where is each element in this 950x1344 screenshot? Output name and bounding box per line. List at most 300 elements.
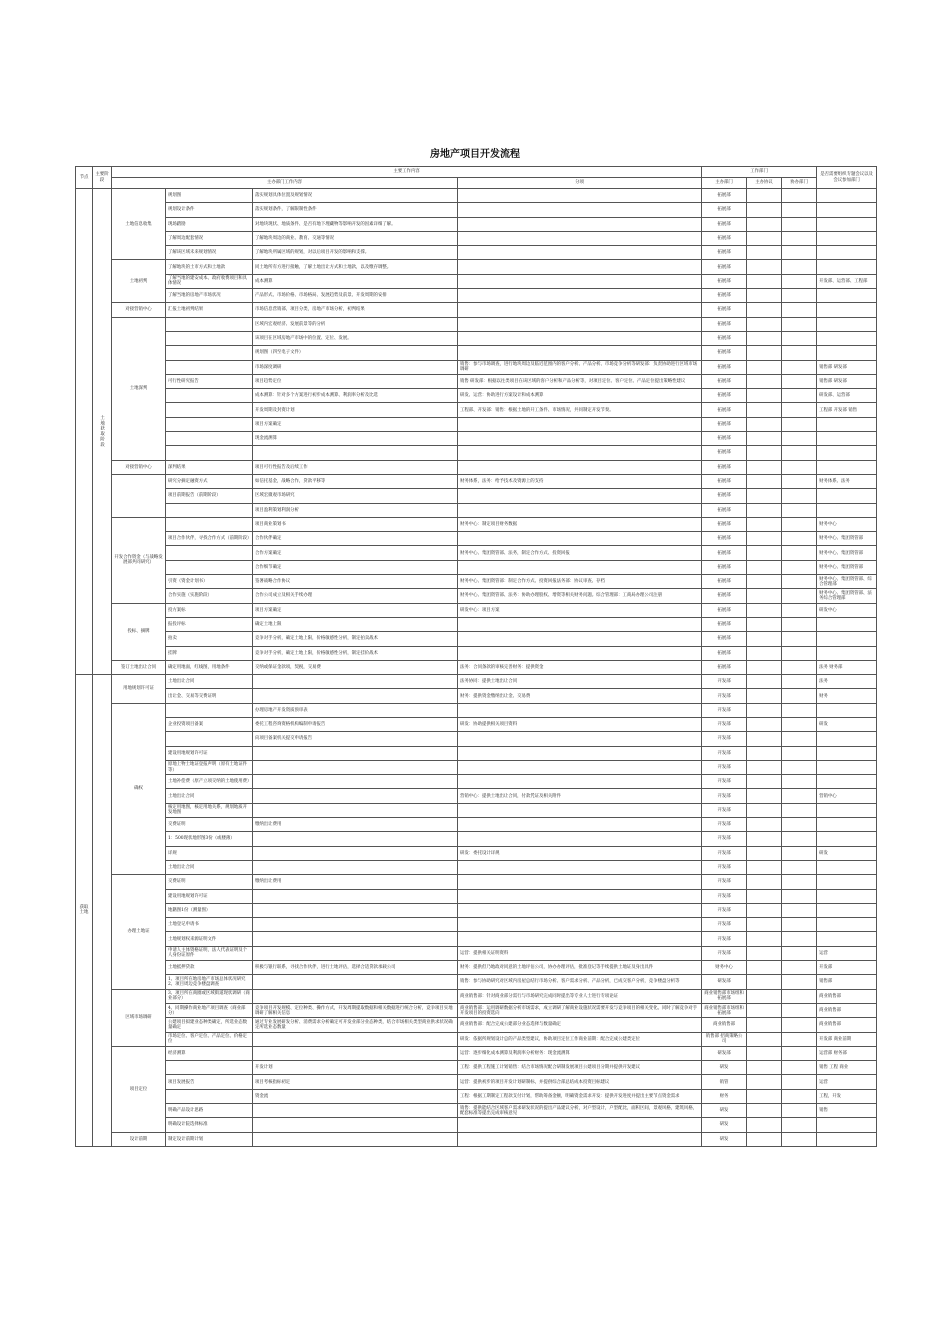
detail-cell: 了解地块周边的商业、教育、交通等情况: [253, 231, 458, 245]
dept-assist1-cell: [747, 289, 782, 303]
dept-assist2-cell: [782, 417, 817, 431]
dept-assist1-cell: [747, 517, 782, 531]
dept-main-cell: 拓展部: [702, 603, 747, 617]
detail-cell: 缴纳出让费用: [253, 875, 458, 889]
split-cell: [458, 417, 702, 431]
dept-main-cell: 拓展部: [702, 632, 747, 646]
dept-assist1-cell: [747, 775, 782, 789]
table-row: [76, 732, 877, 746]
detail-cell: 项目可行性报告及后续工作: [253, 460, 458, 474]
split-cell: [458, 632, 702, 646]
table-row: [76, 246, 877, 260]
dept-main-cell: 商业销售部市场组和拓展部: [702, 989, 747, 1003]
table-row: [76, 803, 877, 817]
split-cell: [458, 760, 702, 774]
table-row: [76, 474, 877, 488]
item-cell: 明确产品设计思路: [166, 1104, 253, 1118]
dept-assist1-cell: [747, 203, 782, 217]
dept-assist2-cell: [782, 989, 817, 1003]
dept-assist2-cell: [782, 274, 817, 288]
dept-main-cell: 商业销售部: [702, 1018, 747, 1032]
dept-assist1-cell: [747, 360, 782, 374]
item-cell: [166, 446, 253, 460]
item-cell: 4、同期操作商业地产项目调查（商业部分）: [166, 1003, 253, 1017]
dept-assist2-cell: [782, 903, 817, 917]
table-row: [76, 389, 877, 403]
item-cell: [166, 503, 253, 517]
detail-cell: 现金流测算: [253, 432, 458, 446]
header-dept-main: 主办部门: [702, 178, 747, 189]
split-cell: 运营：提供初步的项目开发计划研制标，并提供综合部总结成本投资目标建议: [458, 1075, 702, 1089]
meeting-cell: [817, 732, 877, 746]
stage-cell: [93, 675, 112, 1147]
table-row: [76, 961, 877, 975]
dept-assist2-cell: [782, 317, 817, 331]
split-cell: [458, 803, 702, 817]
dept-assist2-cell: [782, 360, 817, 374]
dept-main-cell: 拓展部: [702, 517, 747, 531]
dept-main-cell: 拓展部: [702, 432, 747, 446]
dept-assist1-cell: [747, 231, 782, 245]
item-cell: 土地登记申请书: [166, 918, 253, 932]
dept-assist1-cell: [747, 417, 782, 431]
table-row: [76, 875, 877, 889]
dept-assist2-cell: [782, 1118, 817, 1132]
split-cell: [458, 331, 702, 345]
split-cell: 商业销售部：配合完成公建部分业态选择与数量确定: [458, 1018, 702, 1032]
detail-cell: 开发周期及封资计划: [253, 403, 458, 417]
item-cell: [166, 331, 253, 345]
meeting-cell: [817, 703, 877, 717]
split-cell: 财务：提供资金缴纳出让金、交易费: [458, 689, 702, 703]
table-row: [76, 231, 877, 245]
dept-assist2-cell: [782, 231, 817, 245]
group-label: 用地规划许可证: [112, 675, 166, 704]
item-cell: 确定用地面，红线图，用地条件: [166, 660, 253, 674]
meeting-cell: [817, 203, 877, 217]
split-cell: 商业销售部：针对商业部分需行与市场研究完成同时提出等专业人士进行专项论证: [458, 989, 702, 1003]
table-row: [76, 403, 877, 417]
table-row: [76, 1061, 877, 1075]
table-row: [76, 846, 877, 860]
item-cell: 企业投资项目备案: [166, 717, 253, 731]
detail-cell: 该项目在区域房地产市场中的位置、定位、发展。: [253, 331, 458, 345]
item-cell: 了解地块的土市方式和土地款: [166, 260, 253, 274]
split-cell: 运营：提供相关证明资料: [458, 946, 702, 960]
detail-cell: [253, 832, 458, 846]
table-row: [76, 1003, 877, 1017]
table-row: [76, 703, 877, 717]
split-cell: 商业销售部：运用调研数据分析市场需求，成立调研了解商业设施状况需要开发与竞争项目的相关变化。同时了解竞争对手开发项目的投资选向: [458, 1003, 702, 1017]
detail-cell: 通过专业发展研发分析、消费需求分析确定可开发业部分业态种类，结合市场相关类型商业供求状况确定所选业态数量: [253, 1018, 458, 1032]
dept-main-cell: 拓展部: [702, 317, 747, 331]
group-label: [112, 474, 166, 517]
dept-assist1-cell: [747, 303, 782, 317]
split-cell: [458, 432, 702, 446]
dept-main-cell: 开发部: [702, 717, 747, 731]
dept-assist1-cell: [747, 403, 782, 417]
detail-cell: [253, 989, 458, 1003]
header-main-work: 主要工作内容: [112, 167, 702, 178]
split-cell: [458, 460, 702, 474]
split-cell: 财务中心：制定项目财务数据: [458, 517, 702, 531]
item-cell: 1：500现状地形图3份（或楼薄）: [166, 832, 253, 846]
dept-assist1-cell: [747, 1104, 782, 1118]
dept-assist2-cell: [782, 1046, 817, 1060]
node-cell: [76, 189, 93, 675]
group-label: 签订土地出让合同: [112, 660, 166, 674]
dept-assist2-cell: [782, 303, 817, 317]
meeting-cell: [817, 217, 877, 231]
meeting-cell: [817, 260, 877, 274]
meeting-cell: [817, 818, 877, 832]
dept-assist1-cell: [747, 918, 782, 932]
dept-assist2-cell: [782, 446, 817, 460]
detail-cell: 项目方案确定: [253, 603, 458, 617]
split-cell: 销售：参与市场调查，进行地块周边及临近范围内的客户分析、产品分析、市场竞争分析等研发部：负责协助进行区域市场调研: [458, 360, 702, 374]
detail-cell: [253, 789, 458, 803]
dept-assist1-cell: [747, 932, 782, 946]
item-cell: 投方案标: [166, 603, 253, 617]
detail-cell: [253, 775, 458, 789]
item-cell: 深判结果: [166, 460, 253, 474]
table-row: [76, 903, 877, 917]
meeting-cell: [817, 775, 877, 789]
dept-assist2-cell: [782, 875, 817, 889]
table-row: [76, 860, 877, 874]
dept-main-cell: 拓展部: [702, 203, 747, 217]
split-cell: [458, 1132, 702, 1146]
detail-cell: 开发计划: [253, 1061, 458, 1075]
dept-main-cell: 开发部: [702, 889, 747, 903]
detail-cell: 区域内宏观经济、发展前景等的分析: [253, 317, 458, 331]
item-cell: [166, 560, 253, 574]
split-cell: [458, 503, 702, 517]
item-cell: 土地出让合同: [166, 675, 253, 689]
dept-assist1-cell: [747, 274, 782, 288]
item-cell: 交费证明: [166, 818, 253, 832]
dept-assist2-cell: [782, 532, 817, 546]
split-cell: [458, 646, 702, 660]
meeting-cell: [817, 875, 877, 889]
group-label: 确权: [112, 703, 166, 875]
table-row: [76, 532, 877, 546]
split-cell: [458, 732, 702, 746]
detail-cell: 合作公司成立及相关手续办理: [253, 589, 458, 603]
split-cell: 研发：委托设计详规: [458, 846, 702, 860]
meeting-cell: [817, 746, 877, 760]
dept-assist1-cell: [747, 961, 782, 975]
dept-assist2-cell: [782, 746, 817, 760]
split-cell: 销售：参与协助研究对区域内房屋总结行市场分析、客户需求分析、产品分析，已成交客户分析，竞争楼盘分析等: [458, 975, 702, 989]
item-cell: 了解当地的建安成本、政府收费项目和具体情况: [166, 274, 253, 288]
dept-assist1-cell: [747, 389, 782, 403]
dept-assist1-cell: [747, 460, 782, 474]
detail-cell: [253, 946, 458, 960]
dept-assist1-cell: [747, 1075, 782, 1089]
meeting-cell: 法务 财务部: [817, 660, 877, 674]
table-row: [76, 1104, 877, 1118]
split-cell: [458, 532, 702, 546]
detail-cell: 项目考核指标初定: [253, 1075, 458, 1089]
table-row: [76, 1118, 877, 1132]
table-row: [76, 746, 877, 760]
meeting-cell: [817, 489, 877, 503]
dept-assist1-cell: [747, 246, 782, 260]
item-cell: 规划设计条件: [166, 203, 253, 217]
dept-assist2-cell: [782, 789, 817, 803]
item-cell: 土地出让合同: [166, 860, 253, 874]
meeting-cell: 法务: [817, 675, 877, 689]
meeting-cell: 销售部: [817, 975, 877, 989]
detail-cell: 项目盈利策划利润分析: [253, 503, 458, 517]
table-row: [76, 331, 877, 345]
dept-assist1-cell: [747, 1061, 782, 1075]
meeting-cell: [817, 346, 877, 360]
dept-assist1-cell: [747, 818, 782, 832]
item-cell: [166, 546, 253, 560]
detail-cell: [253, 889, 458, 903]
table-row: [76, 889, 877, 903]
split-cell: [458, 617, 702, 631]
item-cell: 汇报土地初判结果: [166, 303, 253, 317]
detail-cell: 竞争对手分析，确定土地上限，价格敏感性分析，制定挂价战术: [253, 646, 458, 660]
meeting-cell: [817, 646, 877, 660]
dept-main-cell: 开发部: [702, 703, 747, 717]
dept-main-cell: 开发部: [702, 789, 747, 803]
table-row: [76, 646, 877, 660]
meeting-cell: 财务: [817, 689, 877, 703]
dept-assist2-cell: [782, 374, 817, 388]
split-cell: [458, 903, 702, 917]
dept-assist1-cell: [747, 503, 782, 517]
dept-assist2-cell: [782, 946, 817, 960]
meeting-cell: [817, 446, 877, 460]
dept-assist2-cell: [782, 403, 817, 417]
meeting-cell: [817, 231, 877, 245]
split-cell: [458, 203, 702, 217]
table-row: [76, 289, 877, 303]
group-label: 投标、摘牌: [112, 603, 166, 660]
item-cell: 市场定位、客户定位、产品定位、价格定位: [166, 1032, 253, 1046]
dept-main-cell: 开发部: [702, 803, 747, 817]
split-cell: [458, 932, 702, 946]
dept-assist1-cell: [747, 1003, 782, 1017]
dept-main-cell: 拓展部: [702, 532, 747, 546]
item-cell: [166, 517, 253, 531]
detail-cell: 落实规划具体位置及规划情况: [253, 189, 458, 203]
dept-main-cell: 研发部: [702, 1046, 747, 1060]
table-row: [76, 932, 877, 946]
dept-main-cell: 研发: [702, 1132, 747, 1146]
table-row: [76, 689, 877, 703]
item-cell: 引资（资金计划书）: [166, 575, 253, 589]
dept-main-cell: 拓展部: [702, 403, 747, 417]
dept-assist1-cell: [747, 975, 782, 989]
split-cell: 工程：提供工程施工计划销售：结合市场情况配合研制发展项目公建项目分期并提供开发建议: [458, 1061, 702, 1075]
split-cell: [458, 860, 702, 874]
item-cell: 挂牌: [166, 646, 253, 660]
dept-main-cell: 研发: [702, 1104, 747, 1118]
meeting-cell: 商业销售部: [817, 989, 877, 1003]
meeting-cell: 销售部 研发部: [817, 374, 877, 388]
split-cell: 研发：依据所规划设计总的产品类型建议，协助项目定位工作商业前期：配合完成公建类定位: [458, 1032, 702, 1046]
item-cell: [166, 732, 253, 746]
table-row: [76, 432, 877, 446]
split-cell: [458, 746, 702, 760]
meeting-cell: [817, 860, 877, 874]
table-row: [76, 303, 877, 317]
meeting-cell: [817, 303, 877, 317]
dept-main-cell: 开发部: [702, 932, 747, 946]
item-cell: [166, 346, 253, 360]
table-row: [76, 660, 877, 674]
meeting-cell: [817, 331, 877, 345]
meeting-cell: [817, 617, 877, 631]
detail-cell: [253, 689, 458, 703]
dept-main-cell: 开发部: [702, 760, 747, 774]
dept-main-cell: 拓展部: [702, 374, 747, 388]
item-cell: 项目前期报告（前期阶段）: [166, 489, 253, 503]
dept-assist1-cell: [747, 217, 782, 231]
meeting-cell: 研发: [817, 717, 877, 731]
dept-main-cell: 开发部: [702, 775, 747, 789]
dept-assist1-cell: [747, 331, 782, 345]
dept-main-cell: 拓展部: [702, 346, 747, 360]
table-row: [76, 760, 877, 774]
dept-assist2-cell: [782, 860, 817, 874]
dept-assist2-cell: [782, 732, 817, 746]
dept-assist1-cell: [747, 803, 782, 817]
item-cell: 了解该区域未来规划情况: [166, 246, 253, 260]
detail-cell: 对地块现状、地质条件、是否有地下埋藏物等影响开发的因素详细了解。: [253, 217, 458, 231]
meeting-cell: 商业销售部: [817, 1003, 877, 1017]
detail-cell: 向项目备案机关提交申请报告: [253, 732, 458, 746]
item-cell: [166, 1089, 253, 1103]
dept-assist2-cell: [782, 775, 817, 789]
dept-assist1-cell: [747, 660, 782, 674]
detail-cell: 委托工程咨询资格机构编制申请报告: [253, 717, 458, 731]
table-row: [76, 546, 877, 560]
meeting-cell: [817, 189, 877, 203]
split-cell: [458, 446, 702, 460]
table-row: [76, 260, 877, 274]
dept-assist2-cell: [782, 203, 817, 217]
dept-main-cell: 开发部: [702, 903, 747, 917]
table-row: [76, 989, 877, 1003]
item-cell: 地籍图1份（测量图）: [166, 903, 253, 917]
detail-cell: 项目方案确定: [253, 417, 458, 431]
detail-cell: [253, 975, 458, 989]
item-cell: 出让金、交易等交费证明: [166, 689, 253, 703]
item-cell: 核定用地图，核定用地关系，规划地质开发地图: [166, 803, 253, 817]
detail-cell: 项目趋势定位: [253, 374, 458, 388]
meeting-cell: 销售 工程 商业: [817, 1061, 877, 1075]
stage-cell: 土地获取阶段: [93, 189, 112, 675]
header-dept-assist1: 主办协议: [747, 178, 782, 189]
meeting-cell: [817, 432, 877, 446]
detail-cell: [253, 760, 458, 774]
split-cell: 研发中心：项目方案: [458, 603, 702, 617]
split-cell: [458, 775, 702, 789]
split-cell: [458, 317, 702, 331]
group-label: 设计前期: [112, 1132, 166, 1146]
dept-main-cell: 商业销售部市场组和拓展部: [702, 1003, 747, 1017]
item-cell: 公建项目拟建业态种类确定，所选业态数量确定: [166, 1018, 253, 1032]
meeting-cell: 开发部: [817, 961, 877, 975]
dept-assist2-cell: [782, 246, 817, 260]
dept-main-cell: 拓展部: [702, 446, 747, 460]
group-label: 项目定位: [112, 1046, 166, 1132]
group-label: 办理土地证: [112, 875, 166, 989]
item-cell: 土地规划权来源证明文件: [166, 932, 253, 946]
dept-main-cell: 拓展部: [702, 474, 747, 488]
detail-cell: 合作细节确定: [253, 560, 458, 574]
dept-assist1-cell: [747, 532, 782, 546]
table-row: [76, 603, 877, 617]
dept-assist1-cell: [747, 589, 782, 603]
table-row: [76, 274, 877, 288]
meeting-cell: 研发中心: [817, 603, 877, 617]
detail-cell: [253, 846, 458, 860]
table-row: [76, 446, 877, 460]
item-cell: 研究分摘定融资方式: [166, 474, 253, 488]
dept-assist2-cell: [782, 575, 817, 589]
detail-cell: 合作方案确定: [253, 546, 458, 560]
dept-main-cell: 销售部 招商策略公司: [702, 1032, 747, 1046]
item-cell: [166, 317, 253, 331]
detail-cell: 规划图（四至电子文件）: [253, 346, 458, 360]
dept-assist2-cell: [782, 675, 817, 689]
detail-cell: 积极与银行联系，寻找合作伙伴，进行土地评估，选择合适贷款承载公司: [253, 961, 458, 975]
dept-assist2-cell: [782, 918, 817, 932]
table-row: [76, 575, 877, 589]
dept-assist2-cell: [782, 832, 817, 846]
dept-assist1-cell: [747, 832, 782, 846]
dept-assist2-cell: [782, 289, 817, 303]
header-dept-assist2: 协办部门: [782, 178, 817, 189]
table-row: [76, 203, 877, 217]
table-row: [76, 460, 877, 474]
detail-cell: 确定土地上限: [253, 617, 458, 631]
item-cell: 建设用地规划许可证: [166, 746, 253, 760]
item-cell: 拍卖: [166, 632, 253, 646]
detail-cell: 项目商业策划书: [253, 517, 458, 531]
split-cell: [458, 346, 702, 360]
detail-cell: 合作伙伴确定: [253, 532, 458, 546]
split-cell: 工程：根据工期制定工程款支付计划，帮助筹备金额，明确资金需求开发：提供开发进度并提出主要节点资金需求: [458, 1089, 702, 1103]
dept-assist1-cell: [747, 474, 782, 488]
dept-assist1-cell: [747, 946, 782, 960]
dept-assist1-cell: [747, 617, 782, 631]
dept-assist2-cell: [782, 260, 817, 274]
dept-assist1-cell: [747, 575, 782, 589]
item-cell: [166, 403, 253, 417]
dept-main-cell: 研发: [702, 1061, 747, 1075]
dept-assist2-cell: [782, 660, 817, 674]
split-cell: [458, 189, 702, 203]
item-cell: [166, 360, 253, 374]
split-cell: [458, 231, 702, 245]
dept-main-cell: 拓展部: [702, 589, 747, 603]
group-label: 开发合作资金（与战略发展部共同研究）: [112, 517, 166, 603]
detail-cell: 如信托基金，战略合作，贷款平移等: [253, 474, 458, 488]
document-title: 房地产项目开发流程: [430, 149, 520, 160]
dept-assist1-cell: [747, 1132, 782, 1146]
dept-assist2-cell: [782, 1032, 817, 1046]
detail-cell: 竞争项目开发规模、定位种类、操作方式，开发周期提取数据和相关数据进行统合分析，竞争项目实地调研了解相关信息: [253, 1003, 458, 1017]
split-cell: [458, 246, 702, 260]
